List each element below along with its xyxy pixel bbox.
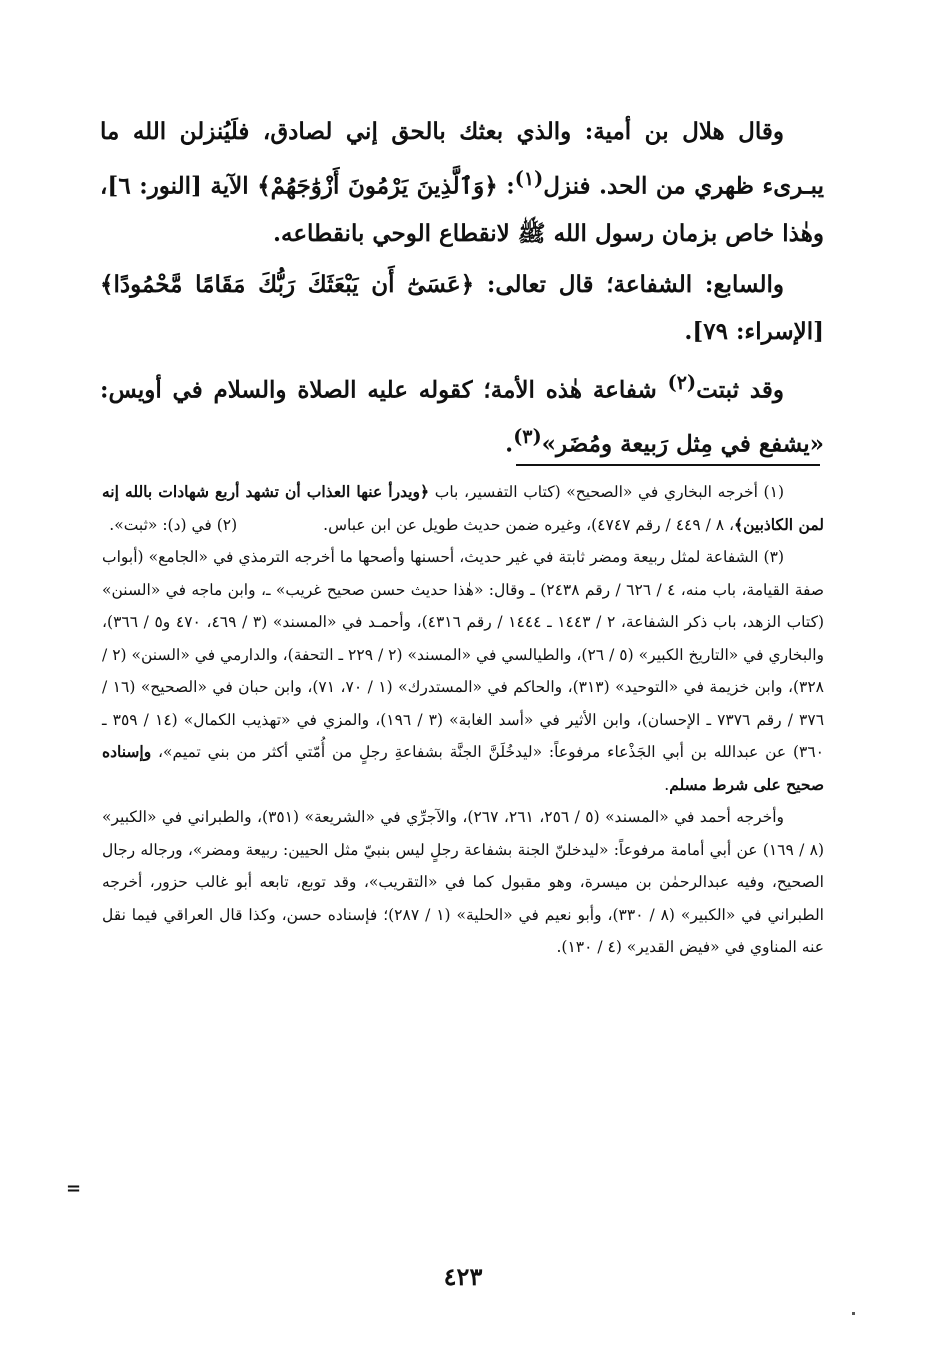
text-run: ، ٨ / ٤٤٩ / رقم ٤٧٤٧)، وغيره ضمن حديث طويل عن ابن عباس. <box>323 515 735 534</box>
text-run: (١) أخرجه البخاري في «الصحيح» (كتاب التفسير، باب <box>429 483 784 501</box>
main-paragraph <box>100 359 824 468</box>
text-run: (٣) الشفاعة لمثل ربيعة ومضر ثابتة في غير حديث، أحسنها وأصحها ما أخرجه الترمذي في «الجامع» (أبواب صفة القيامة، باب منه، ٤ / ٦٢٦ / رقم ٢٤٣٨) ـ وقال: «هٰذا حديث حسن صحيح غريب» ـ، وابن ماجه في «السنن» (كتاب الزهد، باب ذكر الشفاعة، ٢ / ١٤٤٣ ـ ١٤٤٤ / رقم ٤٣١٦)، وأحمـد في «المسند» (٣ / ٤٦٩، ٤٧٠ و٥ / ٣٦٦)، والبخاري في «التاريخ الكبير» (٥ / ٢٦)، والطيالسي في «المسند» (٢ / ٢٢٩ ـ التحفة)، والدارمي في «السنن» (٢ / ٣٢٨)، وابن خزيمة في «التوحيد» (٣١٣)، والحاكم في «المستدرك» (١ / ٧٠، ٧١)، وابن حبان في «الصحيح» (١٦ / ٣٧٦ / رقم ٧٣٧٦ ـ الإحسان)، وابن الأثير في «أسد الغابة» (٣ / ١٩٦)، والمزي في «تهذيب الكمال» (١٤ / ٣٥٩ ـ ٣٦٠) عن عبدالله بن أبي الجَذْعاء مرفوعاً: «ليدخُلَنَّ الجنَّة بشفاعةِ رجلٍ من أُمّتي أكثر من بني تميم»، <box>102 548 825 761</box>
main-body-text <box>100 108 824 472</box>
footnotes-section <box>102 476 824 964</box>
footnote-3-continued <box>102 801 824 964</box>
footnote-separator <box>516 464 820 466</box>
footnote-2: (٢) في (د): «ثبت». <box>109 515 238 534</box>
footnote-reference[interactable]: (٣) <box>513 425 542 449</box>
text-run: وأخرجه أحمد في «المسند» (٥ / ٢٥٦، ٢٦١، ٢٦٧)، والآجرِّي في «الشريعة» (٣٥١)، والطبراني في «الكبير» (٨ / ١٦٩) عن أبي أمامة مرفوعاً: «ليدخلنّ الجنة بشفاعة رجلٍ ليس بنبيّ مثل الحيين: ربيعة ومضر»، ورجاله رجال الصحيح، وفيه عبدالرحمٰن بن ميسرة، وهو مقبول كما في «التقريب»، وقد توبع، تابعه أبو غالب حزور، أخرجه الطبراني في «الكبير» (٨ / ٣٣٠)، وأبو نعيم في «الحلية» (١ / ٢٨٧)؛ فإسناده حسن، وكذا قال العراقي فيما نقل عنه المناوي في «فيض القدير» (٤ / ١٣٠). <box>102 808 825 956</box>
text-run: : ﴿وَٱلَّذِينَ يَرْمُونَ أَزْوَٰجَهُمْ﴾ الآية [النور: ٦]، وهٰذا خاص بزمان رسول الله ﷺ لانقطاع الوحي بانقطاعه. <box>100 172 824 247</box>
page-number: ٤٢٣ <box>443 1262 483 1291</box>
continuation-mark: = <box>66 1178 82 1199</box>
text-run: وقال هلال بن أمية: والذي بعثك بالحق إني لصادق، فلَيُنزلن الله ما يبـرىء ظهري من الحد. فنزل <box>100 118 824 200</box>
text-run: . <box>664 775 670 794</box>
text-run: وقد ثبتت <box>696 376 784 404</box>
footnote-1 <box>102 476 824 541</box>
text-run: . <box>505 430 514 458</box>
text-run: والسابع: الشفاعة؛ قال تعالى: ﴿عَسَىٰٓ أَن يَبْعَثَكَ رَبُّكَ مَقَامًا مَّحْمُودًا﴾ [الإسراء: ٧٩]. <box>100 270 824 345</box>
main-paragraph <box>100 261 824 355</box>
footnote-reference[interactable]: (٢) <box>667 370 697 394</box>
footnote-3 <box>102 541 824 801</box>
quran-citation: ﴿ويدرأ عنها العذاب أن تشهد أربع شهادات بالله إنه لمن الكاذبين﴾ <box>102 482 824 534</box>
main-paragraph <box>100 108 824 257</box>
text-run: شفاعة هٰذه الأمة؛ كقوله عليه الصلاة والسلام في أويس: «يشفع في مِثل رَبيعة ومُضَر» <box>100 376 824 458</box>
scan-speck <box>852 1312 855 1315</box>
isnad-grading: وإسناده صحيح على شرط مسلم <box>102 742 824 794</box>
footnote-reference[interactable]: (١) <box>514 167 544 190</box>
